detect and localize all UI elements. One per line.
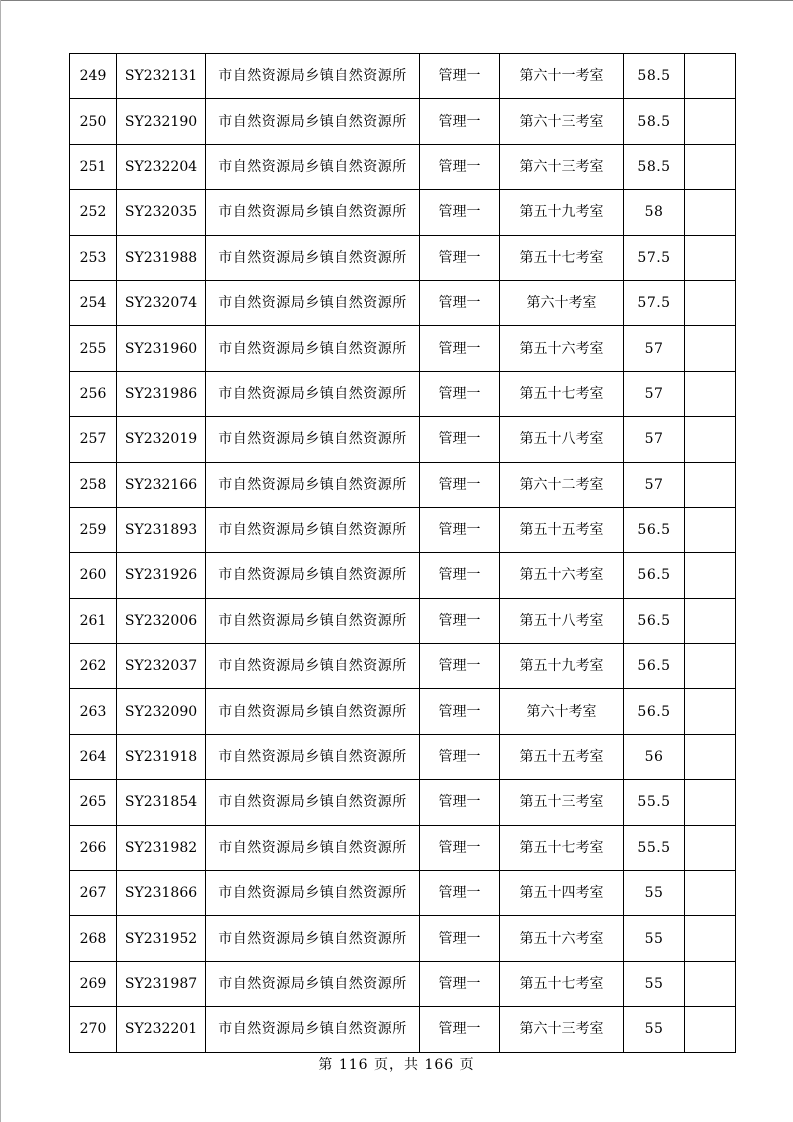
table-row xyxy=(70,417,736,462)
cell-unit: 市自然资源局乡镇自然资源所 xyxy=(206,916,420,961)
cell-serial-number: 257 xyxy=(70,417,117,462)
cell-serial-number: 259 xyxy=(70,507,117,552)
cell-position: 管理一 xyxy=(420,825,500,870)
table-row xyxy=(70,326,736,371)
cell-note xyxy=(685,734,736,779)
current-page-number: 116 xyxy=(338,1057,369,1073)
cell-score: 56.5 xyxy=(624,553,685,598)
cell-note xyxy=(685,780,736,825)
cell-exam-id: SY231854 xyxy=(117,780,206,825)
cell-score: 57 xyxy=(624,462,685,507)
cell-position: 管理一 xyxy=(420,462,500,507)
table-row xyxy=(70,371,736,416)
cell-exam-room: 第六十三考室 xyxy=(500,144,624,189)
cell-serial-number: 256 xyxy=(70,371,117,416)
cell-unit: 市自然资源局乡镇自然资源所 xyxy=(206,326,420,371)
cell-exam-room: 第六十三考室 xyxy=(500,99,624,144)
cell-score: 56.5 xyxy=(624,689,685,734)
cell-serial-number: 267 xyxy=(70,871,117,916)
table-row xyxy=(70,553,736,598)
cell-unit: 市自然资源局乡镇自然资源所 xyxy=(206,734,420,779)
cell-score: 57.5 xyxy=(624,280,685,325)
cell-note xyxy=(685,644,736,689)
cell-exam-id: SY231982 xyxy=(117,825,206,870)
cell-position: 管理一 xyxy=(420,734,500,779)
cell-position: 管理一 xyxy=(420,417,500,462)
results-table-body xyxy=(70,54,736,1053)
cell-exam-id: SY231960 xyxy=(117,326,206,371)
cell-position: 管理一 xyxy=(420,689,500,734)
cell-unit: 市自然资源局乡镇自然资源所 xyxy=(206,54,420,99)
cell-serial-number: 266 xyxy=(70,825,117,870)
cell-note xyxy=(685,507,736,552)
table-row xyxy=(70,462,736,507)
cell-score: 55.5 xyxy=(624,825,685,870)
cell-position: 管理一 xyxy=(420,644,500,689)
cell-exam-room: 第六十考室 xyxy=(500,280,624,325)
cell-note xyxy=(685,144,736,189)
cell-exam-id: SY232037 xyxy=(117,644,206,689)
cell-position: 管理一 xyxy=(420,507,500,552)
cell-score: 58.5 xyxy=(624,144,685,189)
cell-serial-number: 262 xyxy=(70,644,117,689)
cell-note xyxy=(685,598,736,643)
table-row xyxy=(70,644,736,689)
cell-note xyxy=(685,99,736,144)
cell-score: 58 xyxy=(624,190,685,235)
cell-exam-room: 第五十七考室 xyxy=(500,961,624,1006)
cell-unit: 市自然资源局乡镇自然资源所 xyxy=(206,417,420,462)
cell-note xyxy=(685,235,736,280)
cell-note xyxy=(685,961,736,1006)
cell-exam-room: 第五十六考室 xyxy=(500,326,624,371)
table-row xyxy=(70,871,736,916)
table-row xyxy=(70,916,736,961)
cell-serial-number: 269 xyxy=(70,961,117,1006)
cell-position: 管理一 xyxy=(420,99,500,144)
cell-exam-id: SY232090 xyxy=(117,689,206,734)
cell-unit: 市自然资源局乡镇自然资源所 xyxy=(206,598,420,643)
cell-exam-id: SY232131 xyxy=(117,54,206,99)
cell-unit: 市自然资源局乡镇自然资源所 xyxy=(206,644,420,689)
cell-exam-id: SY232201 xyxy=(117,1007,206,1052)
page-footer-suffix: 页 xyxy=(459,1057,475,1073)
cell-score: 57 xyxy=(624,371,685,416)
cell-unit: 市自然资源局乡镇自然资源所 xyxy=(206,1007,420,1052)
cell-position: 管理一 xyxy=(420,598,500,643)
cell-note xyxy=(685,1007,736,1052)
table-row xyxy=(70,99,736,144)
cell-position: 管理一 xyxy=(420,1007,500,1052)
cell-exam-room: 第五十九考室 xyxy=(500,190,624,235)
cell-position: 管理一 xyxy=(420,144,500,189)
cell-serial-number: 264 xyxy=(70,734,117,779)
table-row xyxy=(70,734,736,779)
cell-note xyxy=(685,417,736,462)
cell-exam-id: SY231952 xyxy=(117,916,206,961)
cell-exam-id: SY232006 xyxy=(117,598,206,643)
cell-note xyxy=(685,190,736,235)
cell-unit: 市自然资源局乡镇自然资源所 xyxy=(206,99,420,144)
cell-note xyxy=(685,553,736,598)
cell-score: 56.5 xyxy=(624,644,685,689)
cell-exam-room: 第五十六考室 xyxy=(500,916,624,961)
cell-position: 管理一 xyxy=(420,54,500,99)
cell-exam-room: 第五十七考室 xyxy=(500,825,624,870)
cell-unit: 市自然资源局乡镇自然资源所 xyxy=(206,190,420,235)
total-pages-number: 166 xyxy=(424,1057,455,1073)
cell-note xyxy=(685,916,736,961)
results-table xyxy=(69,53,736,1053)
cell-score: 55 xyxy=(624,1007,685,1052)
cell-exam-id: SY232074 xyxy=(117,280,206,325)
table-row xyxy=(70,190,736,235)
cell-exam-id: SY231987 xyxy=(117,961,206,1006)
cell-score: 55 xyxy=(624,916,685,961)
cell-unit: 市自然资源局乡镇自然资源所 xyxy=(206,462,420,507)
cell-position: 管理一 xyxy=(420,553,500,598)
cell-exam-id: SY232190 xyxy=(117,99,206,144)
cell-serial-number: 251 xyxy=(70,144,117,189)
cell-serial-number: 261 xyxy=(70,598,117,643)
cell-unit: 市自然资源局乡镇自然资源所 xyxy=(206,371,420,416)
cell-note xyxy=(685,326,736,371)
cell-exam-room: 第五十三考室 xyxy=(500,780,624,825)
cell-serial-number: 252 xyxy=(70,190,117,235)
table-row xyxy=(70,280,736,325)
page-footer xyxy=(0,1054,793,1074)
cell-note xyxy=(685,54,736,99)
cell-note xyxy=(685,825,736,870)
cell-unit: 市自然资源局乡镇自然资源所 xyxy=(206,825,420,870)
cell-serial-number: 260 xyxy=(70,553,117,598)
cell-exam-room: 第六十二考室 xyxy=(500,462,624,507)
cell-exam-id: SY231866 xyxy=(117,871,206,916)
cell-exam-id: SY231918 xyxy=(117,734,206,779)
cell-unit: 市自然资源局乡镇自然资源所 xyxy=(206,961,420,1006)
cell-exam-room: 第五十五考室 xyxy=(500,734,624,779)
cell-serial-number: 263 xyxy=(70,689,117,734)
cell-position: 管理一 xyxy=(420,961,500,1006)
cell-unit: 市自然资源局乡镇自然资源所 xyxy=(206,689,420,734)
page-left-edge xyxy=(0,0,1,1122)
table-row xyxy=(70,1007,736,1052)
cell-exam-id: SY232035 xyxy=(117,190,206,235)
cell-note xyxy=(685,371,736,416)
cell-note xyxy=(685,280,736,325)
cell-position: 管理一 xyxy=(420,326,500,371)
cell-score: 55.5 xyxy=(624,780,685,825)
table-row xyxy=(70,598,736,643)
cell-score: 56.5 xyxy=(624,598,685,643)
cell-position: 管理一 xyxy=(420,871,500,916)
table-row xyxy=(70,54,736,99)
cell-serial-number: 250 xyxy=(70,99,117,144)
cell-exam-id: SY232204 xyxy=(117,144,206,189)
table-row xyxy=(70,507,736,552)
cell-exam-id: SY231988 xyxy=(117,235,206,280)
cell-exam-room: 第五十九考室 xyxy=(500,644,624,689)
cell-exam-id: SY232019 xyxy=(117,417,206,462)
cell-exam-id: SY231893 xyxy=(117,507,206,552)
cell-note xyxy=(685,871,736,916)
cell-exam-room: 第五十七考室 xyxy=(500,371,624,416)
cell-exam-id: SY232166 xyxy=(117,462,206,507)
cell-exam-room: 第六十一考室 xyxy=(500,54,624,99)
cell-score: 55 xyxy=(624,871,685,916)
cell-score: 57.5 xyxy=(624,235,685,280)
cell-position: 管理一 xyxy=(420,190,500,235)
cell-exam-id: SY231926 xyxy=(117,553,206,598)
cell-position: 管理一 xyxy=(420,371,500,416)
cell-unit: 市自然资源局乡镇自然资源所 xyxy=(206,280,420,325)
cell-position: 管理一 xyxy=(420,235,500,280)
table-row xyxy=(70,961,736,1006)
cell-serial-number: 265 xyxy=(70,780,117,825)
cell-exam-room: 第五十五考室 xyxy=(500,507,624,552)
cell-score: 57 xyxy=(624,326,685,371)
table-row xyxy=(70,780,736,825)
cell-note xyxy=(685,689,736,734)
cell-serial-number: 270 xyxy=(70,1007,117,1052)
cell-unit: 市自然资源局乡镇自然资源所 xyxy=(206,144,420,189)
page-top-edge xyxy=(0,0,793,1)
cell-serial-number: 258 xyxy=(70,462,117,507)
cell-exam-room: 第五十八考室 xyxy=(500,417,624,462)
cell-unit: 市自然资源局乡镇自然资源所 xyxy=(206,507,420,552)
table-row xyxy=(70,689,736,734)
page-footer-middle: 页，共 xyxy=(374,1057,419,1073)
cell-serial-number: 255 xyxy=(70,326,117,371)
cell-position: 管理一 xyxy=(420,916,500,961)
cell-exam-room: 第六十考室 xyxy=(500,689,624,734)
cell-exam-room: 第六十三考室 xyxy=(500,1007,624,1052)
cell-exam-id: SY231986 xyxy=(117,371,206,416)
cell-score: 56.5 xyxy=(624,507,685,552)
cell-serial-number: 253 xyxy=(70,235,117,280)
cell-unit: 市自然资源局乡镇自然资源所 xyxy=(206,235,420,280)
cell-position: 管理一 xyxy=(420,780,500,825)
table-row xyxy=(70,825,736,870)
table-row xyxy=(70,144,736,189)
cell-score: 58.5 xyxy=(624,99,685,144)
cell-exam-room: 第五十四考室 xyxy=(500,871,624,916)
cell-exam-room: 第五十八考室 xyxy=(500,598,624,643)
cell-exam-room: 第五十六考室 xyxy=(500,553,624,598)
cell-serial-number: 254 xyxy=(70,280,117,325)
cell-score: 58.5 xyxy=(624,54,685,99)
cell-unit: 市自然资源局乡镇自然资源所 xyxy=(206,780,420,825)
cell-position: 管理一 xyxy=(420,280,500,325)
cell-score: 55 xyxy=(624,961,685,1006)
cell-exam-room: 第五十七考室 xyxy=(500,235,624,280)
cell-serial-number: 268 xyxy=(70,916,117,961)
cell-score: 56 xyxy=(624,734,685,779)
cell-unit: 市自然资源局乡镇自然资源所 xyxy=(206,553,420,598)
page-footer-prefix: 第 xyxy=(318,1057,334,1073)
cell-serial-number: 249 xyxy=(70,54,117,99)
cell-unit: 市自然资源局乡镇自然资源所 xyxy=(206,871,420,916)
cell-note xyxy=(685,462,736,507)
table-row xyxy=(70,235,736,280)
cell-score: 57 xyxy=(624,417,685,462)
